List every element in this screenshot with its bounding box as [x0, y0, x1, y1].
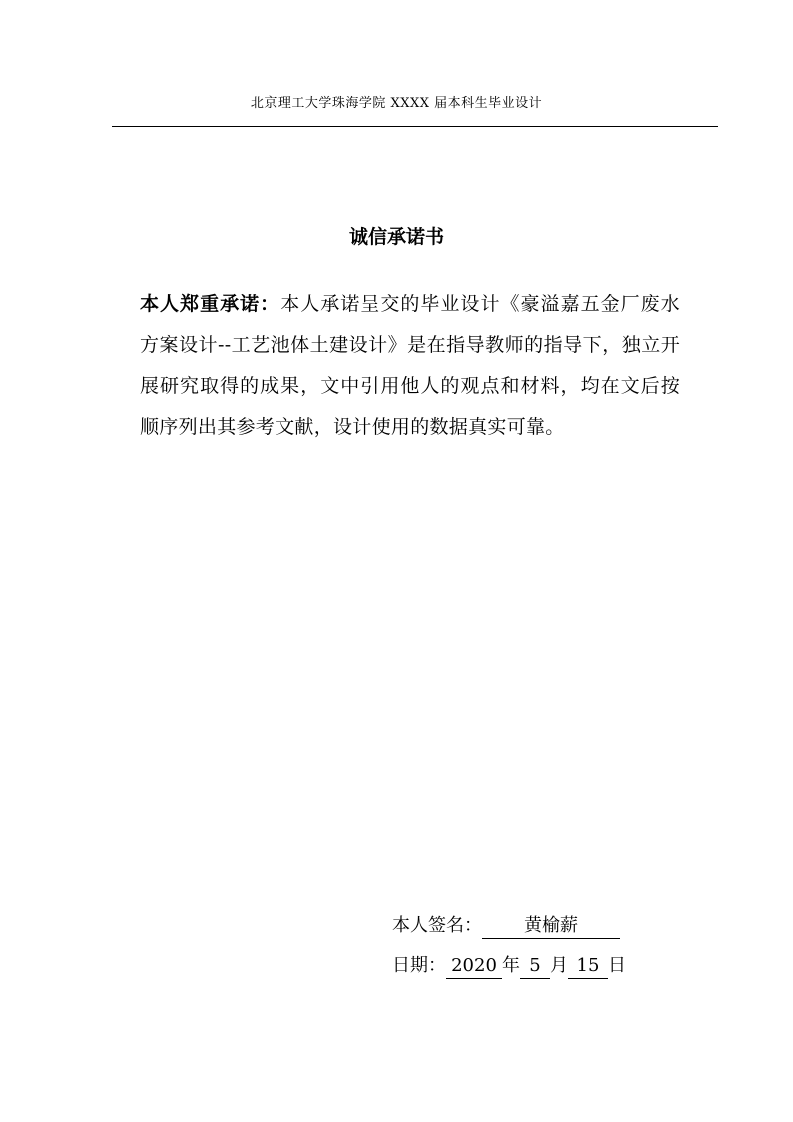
signature-row — [392, 908, 626, 944]
commitment-lead: 本人郑重承诺： — [140, 293, 281, 315]
signature-block — [392, 908, 626, 988]
date-day: 15 — [568, 954, 608, 979]
page-header: 北京理工大学珠海学院 XXXX 届本科生毕业设计 — [250, 96, 543, 111]
signature-name: 黄榆薪 — [482, 914, 620, 939]
date-year: 2020 — [446, 954, 502, 979]
signature-label: 本人签名： — [392, 915, 482, 936]
header-divider — [112, 126, 718, 127]
date-label: 日期： — [392, 955, 446, 976]
date-month: 5 — [520, 954, 550, 979]
document-title: 诚信承诺书 — [348, 226, 444, 248]
date-row — [392, 948, 626, 984]
commitment-text: 本人承诺呈交的毕业设计《豪溢嘉五金厂废水方案设计--工艺池体土建设计》是在指导教师的指导下，独立开展研究取得的成果，文中引用他人的观点和材料，均在文后按顺序列出其参考文献，设计使用的数据真实可靠。 — [140, 293, 680, 438]
date-month-unit: 月 — [550, 955, 568, 976]
date-year-unit: 年 — [502, 955, 520, 976]
date-day-unit: 日 — [608, 955, 626, 976]
commitment-paragraph — [140, 284, 680, 448]
